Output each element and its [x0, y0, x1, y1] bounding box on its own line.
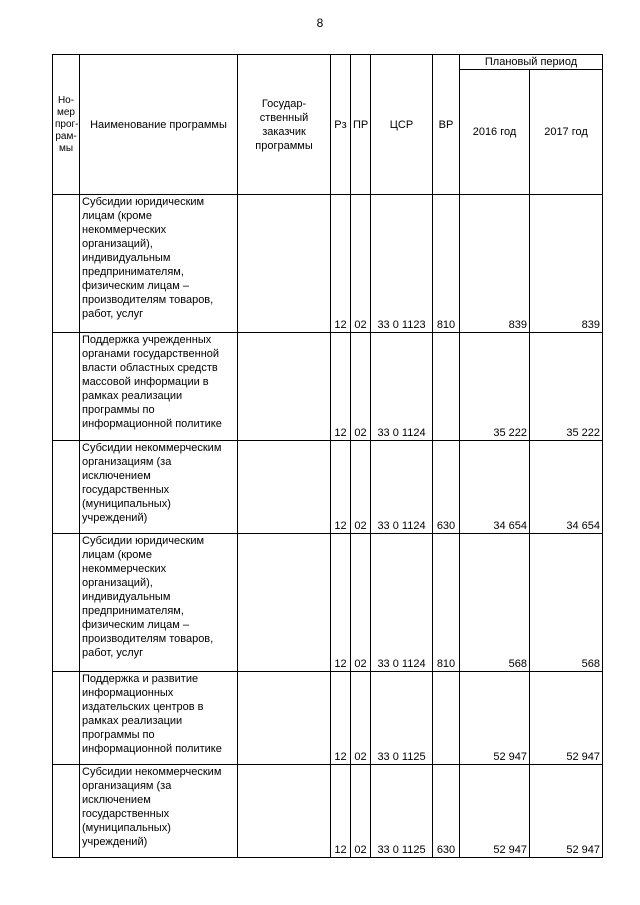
table-row	[53, 534, 603, 672]
header-year-2016: 2016 год	[460, 70, 530, 195]
rz-cell: 12	[331, 765, 351, 858]
program-name-cell: Субсидии некоммерческим организациям (за исключением государственных (муниципальных) учреждений)	[80, 441, 238, 534]
amount-2016-cell: 35 222	[460, 333, 530, 441]
program-name-cell: Субсидии юридическим лицам (кроме некоммерческих организаций), индивидуальным предпринимателям, физическим лицам – производителям товаров, работ, услуг	[80, 195, 238, 333]
vr-cell: 810	[433, 195, 460, 333]
csr-cell: 33 0 1125	[371, 765, 433, 858]
vr-cell: 630	[433, 765, 460, 858]
program-number-cell	[53, 333, 80, 441]
budget-table	[52, 54, 603, 858]
rz-cell: 12	[331, 333, 351, 441]
header-program-number: Но- мер прог- рам- мы	[53, 55, 80, 195]
pr-cell: 02	[351, 333, 371, 441]
program-name-cell: Поддержка и развитие информационных издательских центров в рамках реализации программы по информационной политике	[80, 672, 238, 765]
table-row	[53, 441, 603, 534]
customer-cell	[238, 195, 331, 333]
csr-cell: 33 0 1125	[371, 672, 433, 765]
table-row	[53, 765, 603, 858]
page-number: 8	[316, 16, 324, 30]
pr-cell: 02	[351, 441, 371, 534]
header-vr: ВР	[433, 55, 460, 195]
table-row	[53, 195, 603, 333]
pr-cell: 02	[351, 672, 371, 765]
amount-2016-cell: 52 947	[460, 672, 530, 765]
rz-cell: 12	[331, 534, 351, 672]
program-number-cell	[53, 195, 80, 333]
header-pr: ПР	[351, 55, 371, 195]
amount-2016-cell: 34 654	[460, 441, 530, 534]
customer-cell	[238, 441, 331, 534]
amount-2017-cell: 34 654	[530, 441, 603, 534]
customer-cell	[238, 765, 331, 858]
header-csr: ЦСР	[371, 55, 433, 195]
customer-cell	[238, 534, 331, 672]
header-planned-period: Плановый период	[460, 55, 603, 70]
program-name-cell: Субсидии некоммерческим организациям (за исключением государственных (муниципальных) учреждений)	[80, 765, 238, 858]
program-number-cell	[53, 672, 80, 765]
program-name-cell: Субсидии юридическим лицам (кроме некоммерческих организаций), индивидуальным предпринимателям, физическим лицам – производителям товаров, работ, услуг	[80, 534, 238, 672]
vr-cell: 630	[433, 441, 460, 534]
rz-cell: 12	[331, 441, 351, 534]
rz-cell: 12	[331, 195, 351, 333]
amount-2016-cell: 839	[460, 195, 530, 333]
csr-cell: 33 0 1124	[371, 333, 433, 441]
rz-cell: 12	[331, 672, 351, 765]
program-name-cell: Поддержка учрежденных органами государственной власти областных средств массовой информации в рамках реализации программы по информационной политике	[80, 333, 238, 441]
vr-cell	[433, 333, 460, 441]
pr-cell: 02	[351, 534, 371, 672]
csr-cell: 33 0 1124	[371, 534, 433, 672]
amount-2017-cell: 568	[530, 534, 603, 672]
header-program-name: Наименование программы	[80, 55, 238, 195]
amount-2017-cell: 35 222	[530, 333, 603, 441]
pr-cell: 02	[351, 765, 371, 858]
header-customer: Государ- ственный заказчик программы	[238, 55, 331, 195]
amount-2016-cell: 568	[460, 534, 530, 672]
pr-cell: 02	[351, 195, 371, 333]
vr-cell	[433, 672, 460, 765]
header-rz: Рз	[331, 55, 351, 195]
amount-2017-cell: 839	[530, 195, 603, 333]
program-number-cell	[53, 441, 80, 534]
csr-cell: 33 0 1123	[371, 195, 433, 333]
table-row	[53, 333, 603, 441]
customer-cell	[238, 672, 331, 765]
amount-2016-cell: 52 947	[460, 765, 530, 858]
customer-cell	[238, 333, 331, 441]
table-row	[53, 672, 603, 765]
header-year-2017: 2017 год	[530, 70, 603, 195]
amount-2017-cell: 52 947	[530, 765, 603, 858]
program-number-cell	[53, 765, 80, 858]
csr-cell: 33 0 1124	[371, 441, 433, 534]
amount-2017-cell: 52 947	[530, 672, 603, 765]
program-number-cell	[53, 534, 80, 672]
vr-cell: 810	[433, 534, 460, 672]
